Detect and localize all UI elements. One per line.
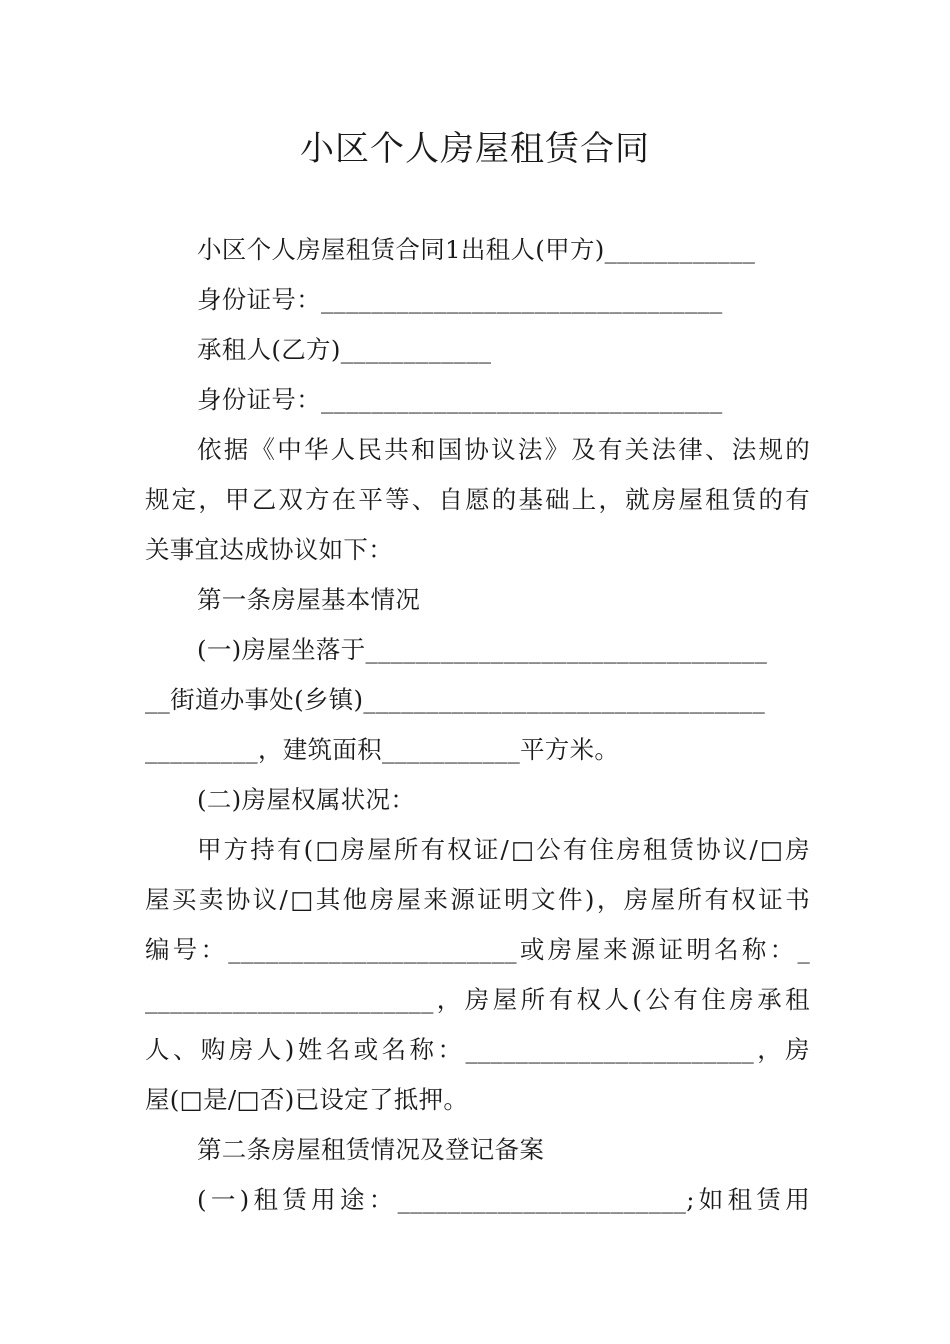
text-line-area: _________，建筑面积___________平方米。 (145, 735, 620, 764)
text-line-lessee: 承租人(乙方)____________ (197, 335, 492, 364)
text-line-ownership-heading: (二)房屋权属状况： (197, 785, 416, 814)
text-line-ownership-4: _______________________，房屋所有权人(公有住房承租 (145, 985, 810, 1014)
text-line-basis-1: 依据《中华人民共和国协议法》及有关法律、法规的 (197, 435, 810, 464)
text-line-subdistrict: __街道办事处(乡镇)________________________________ (145, 685, 766, 714)
article-2-heading: 第二条房屋租赁情况及登记备案 (197, 1135, 545, 1164)
text-line-lessor: 小区个人房屋租赁合同1出租人(甲方)____________ (197, 235, 756, 264)
article-1-heading: 第一条房屋基本情况 (197, 585, 421, 614)
text-line-basis-2: 规定，甲乙双方在平等、自愿的基础上，就房屋租赁的有 (145, 485, 810, 514)
text-line-mortgage: 屋(□是/□否)已设定了抵押。 (145, 1085, 469, 1114)
document-title: 小区个人房屋租赁合同 (300, 129, 650, 169)
text-line-lessor-id: 身份证号：________________________________ (197, 285, 723, 314)
text-line-ownership-3: 编号：_______________________或房屋来源证明名称：_ (145, 935, 810, 964)
text-line-location: (一)房屋坐落于________________________________ (197, 635, 768, 664)
text-line-basis-3: 关事宜达成协议如下： (145, 535, 393, 564)
text-line-ownership-5: 人、购房人)姓名或名称：_______________________，房 (145, 1035, 810, 1064)
text-line-lessee-id: 身份证号：________________________________ (197, 385, 723, 414)
text-line-usage: (一)租赁用途：_______________________;如租赁用 (197, 1185, 810, 1214)
text-line-ownership-2: 屋买卖协议/□其他房屋来源证明文件)，房屋所有权证书 (145, 885, 810, 914)
text-line-ownership-1: 甲方持有(□房屋所有权证/□公有住房租赁协议/□房 (197, 835, 810, 864)
